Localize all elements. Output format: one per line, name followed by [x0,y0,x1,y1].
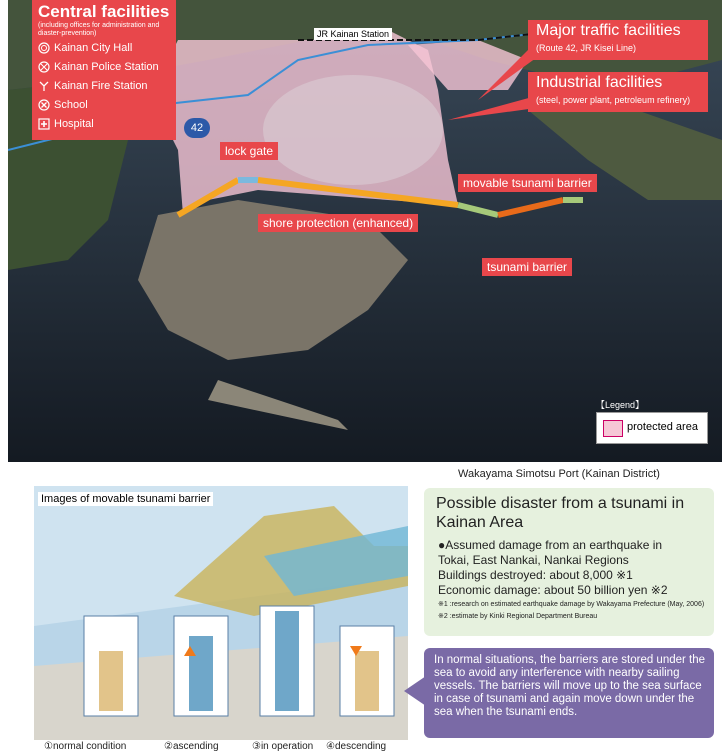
step-2: ②ascending [164,741,219,752]
legend [596,412,708,444]
legend-label: protected area [627,421,698,433]
central-item-label: Kainan Fire Station [54,80,148,92]
traffic-subtitle: (Route 42, JR Kisei Line) [536,43,637,53]
central-item-label: School [54,99,88,111]
shore-protection-label: shore protection (enhanced) [258,214,418,232]
info-line: Economic damage: about 50 billion yen ※2 [438,583,668,597]
info-heading: Possible disaster from a tsunami in Kainan Area [436,495,685,531]
step-4: ④descending [326,741,387,752]
central-item-city-hall [38,42,132,54]
central-subtitle: (including offices for administration and diaster-prevention) [38,22,160,37]
central-item-fire [38,80,148,92]
school-icon [38,99,50,111]
central-item-label: Hospital [54,118,94,130]
city-hall-icon [38,42,50,54]
industrial-facilities-box [528,72,708,112]
info-line: Tokai, East Nankai, Nankai Regions [438,553,629,567]
photo-caption: Wakayama Simotsu Port (Kainan District) [458,468,660,480]
police-icon [38,61,50,73]
step-3: ③in operation [252,741,314,752]
industrial-subtitle: (steel, power plant, petroleum refinery) [536,95,691,105]
description-pointer [404,676,426,706]
info-note: ※2 :estimate by Kinki Regional Department Bureau [438,613,598,620]
central-item-hospital [38,118,94,130]
illustration-title: Images of movable tsunami barrier [38,492,213,506]
central-item-police [38,61,159,73]
industrial-title: Industrial facilities [536,74,663,91]
station-label: JR Kainan Station [314,28,392,40]
description-text: In normal situations, the barriers are stored under the sea to avoid any interference with nearby sailing vessels. The barriers will move up to the sea surface in case of tsunami and again move down under the sea when the tsunami ends. [434,654,706,718]
info-note: ※1 :research on estimated earthquake damage by Wakayama Prefecture (May, 2006) [438,601,705,608]
central-facilities-box [32,0,176,140]
tsunami-barrier-label: tsunami barrier [482,258,572,276]
lock-gate-label: lock gate [220,142,278,160]
central-item-label: Kainan City Hall [54,42,133,54]
hospital-icon [38,118,50,130]
info-line: Buildings destroyed: about 8,000 ※1 [438,568,633,582]
protected-area-swatch [603,420,623,437]
movable-barrier-label: movable tsunami barrier [458,174,597,192]
central-item-label: Kainan Police Station [54,61,159,73]
fire-station-icon [38,80,50,92]
traffic-title: Major traffic facilities [536,22,681,39]
central-item-school [38,99,88,111]
info-line: ●Assumed damage from an earthquake in [438,538,663,552]
barrier-illustration [34,486,408,740]
legend-title: 【Legend】 [596,400,645,410]
route-42-marker: 42 [184,118,210,138]
disaster-info-box [424,488,714,636]
description-box [424,648,714,738]
step-1: ①normal condition [44,741,127,752]
traffic-facilities-box [528,20,708,60]
central-title: Central facilities [38,2,170,21]
